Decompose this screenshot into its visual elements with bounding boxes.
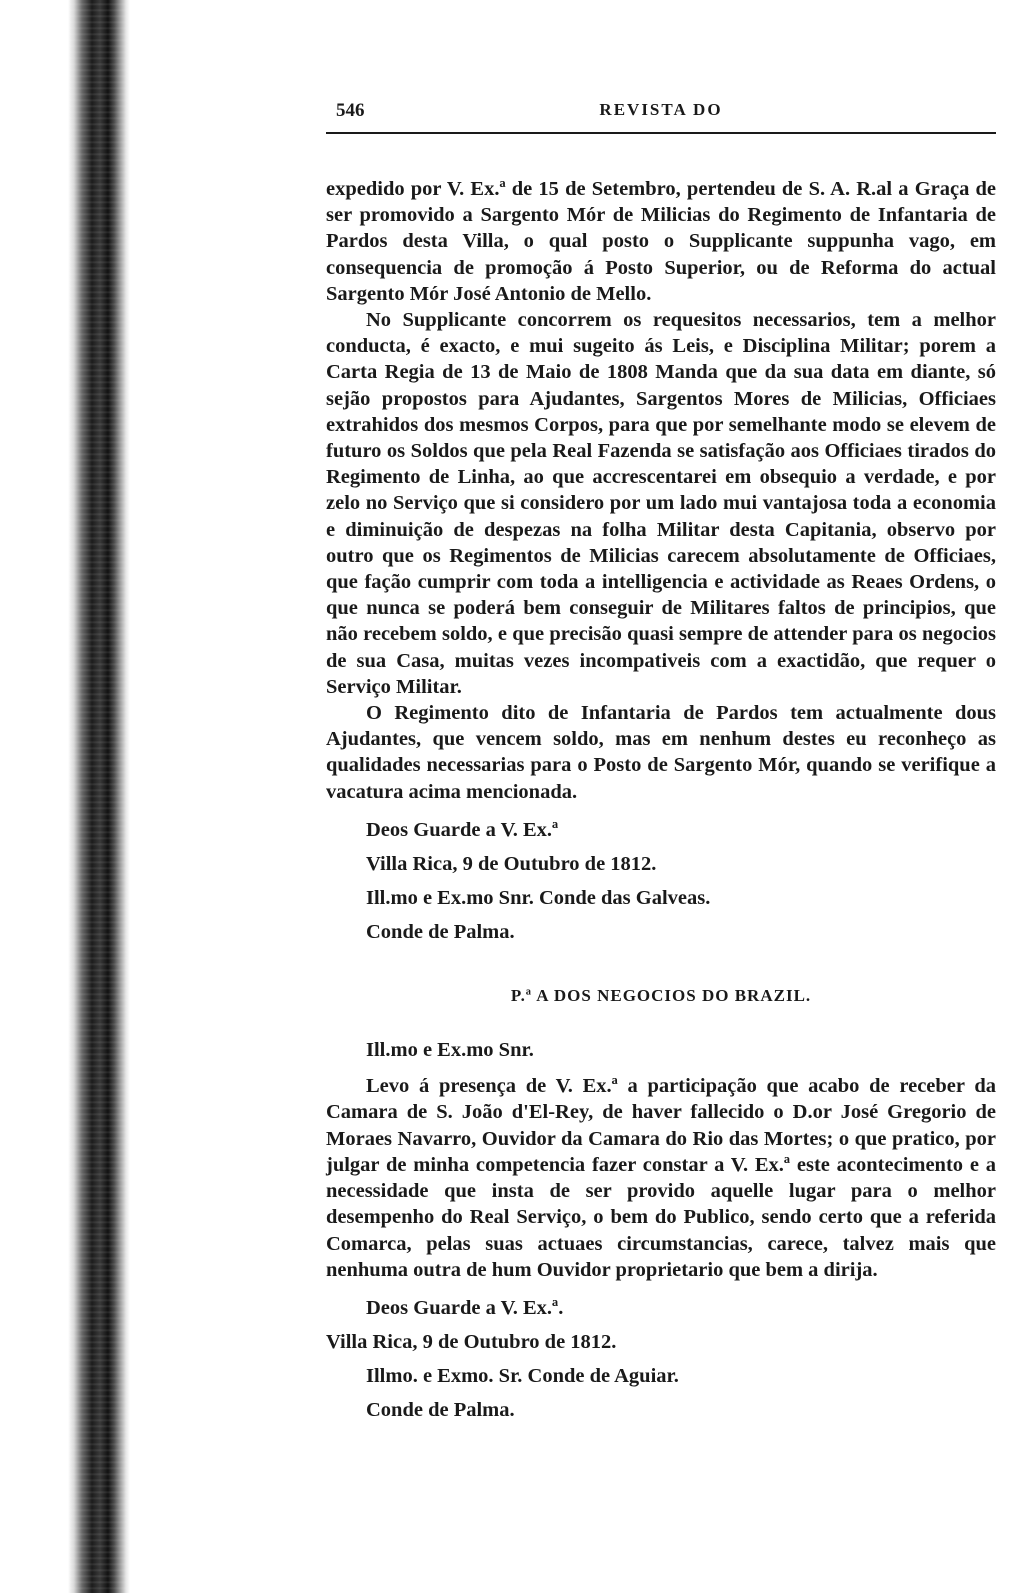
letter-one-signature: Conde de Palma.	[366, 920, 515, 943]
letter-two-paragraph: Levo á presença de V. Ex.ª a participação que acabo de receber da Camara de S. João d'El-Rey, de haver fallecido o D.or José Gregorio de Moraes Navarro, Ouvidor da Camara do Rio das Mortes; o que pratico, por julgar de minha competencia fazer constar a V. Ex.ª este acontecimento e a necessidade que insta de ser provido aquelle lugar para o melhor desempenho do Real Serviço, o bem do Publico, sendo certo que a referida Comarca, pelas suas actuaes circumstancias, carece, talvez mais que nenhuma outra de hum Ouvidor proprietario que bem a dirija.	[326, 1075, 996, 1281]
letter-one	[326, 176, 996, 1425]
letter-one-valediction: Deos Guarde a V. Ex.ª	[366, 818, 559, 841]
running-title: REVISTA DO	[599, 100, 723, 119]
letter-two-date: Villa Rica, 9 de Outubro de 1812.	[326, 1330, 617, 1353]
header-rule	[326, 132, 996, 134]
letter-one-addressee: Ill.mo e Ex.mo Snr. Conde das Galveas.	[366, 886, 711, 909]
letter-one-paragraph-1: expedido por V. Ex.ª de 15 de Setembro, pertendeu de S. A. R.al a Graça de ser promovido a Sargento Mór de Milicias do Regimento de Infantaria de Pardos desta Villa, o qual posto o Supplicante suppunha vago, em consequencia de promoção á Posto Superior, ou de Reforma do actual Sargento Mór José Antonio de Mello.	[326, 178, 996, 305]
book-binding-edge	[0, 0, 130, 1593]
letter-one-paragraph-3: O Regimento dito de Infantaria de Pardos tem actualmente dous Ajudantes, que vencem soldo, mas em nenhum destes eu reconheço as qualidades necessarias para o Posto de Sargento Mór, quando se verifique a vacatura acima mencionada.	[326, 702, 996, 803]
letter-one-paragraph-2: No Supplicante concorrem os requesitos necessarios, tem a melhor conducta, é exacto, e mui sugeito ás Leis, e Disciplina Militar; porem a Carta Regia de 13 de Maio de 1808 Manda que da sua data em diante, só sejão propostos para Ajudantes, Sargentos Mores de Milicias, Officiaes extrahidos dos mesmos Corpos, para que por semelhante modo se elevem de futuro os Soldos que pela Real Fazenda se satisfação aos Officiaes tirados do Regimento de Linha, ao que accrescentarei em obsequio a verdade, e por zelo no Serviço que si considero por um lado mui vantajosa toda a economia e diminuição de despezas na folha Militar desta Capitania, observo por outro que os Regimentos de Milicias carecem absolutamente de Officiaes, que fação cumprir com toda a intelligencia e actividade as Reaes Ordens, o que nunca se poderá bem conseguir de Militares faltos de principios, que não recebem soldo, e que precisão quasi sempre de attender para os negocios de sua Casa, muitas vezes incompativeis com a exactidão, que requer o Serviço Militar.	[326, 309, 996, 698]
letter-two-valediction: Deos Guarde a V. Ex.ª.	[366, 1296, 564, 1319]
letter-one-date: Villa Rica, 9 de Outubro de 1812.	[366, 852, 657, 875]
letter-two-signature: Conde de Palma.	[366, 1398, 515, 1421]
letter-two-addressee: Illmo. e Exmo. Sr. Conde de Aguiar.	[366, 1364, 679, 1387]
document-page	[326, 96, 996, 1425]
letter-two-salutation: Ill.mo e Ex.mo Snr.	[366, 1039, 534, 1062]
running-head	[326, 96, 996, 126]
page-number: 546	[336, 100, 365, 121]
section-heading: P.ª A DOS NEGOCIOS DO BRAZIL.	[510, 985, 812, 1005]
